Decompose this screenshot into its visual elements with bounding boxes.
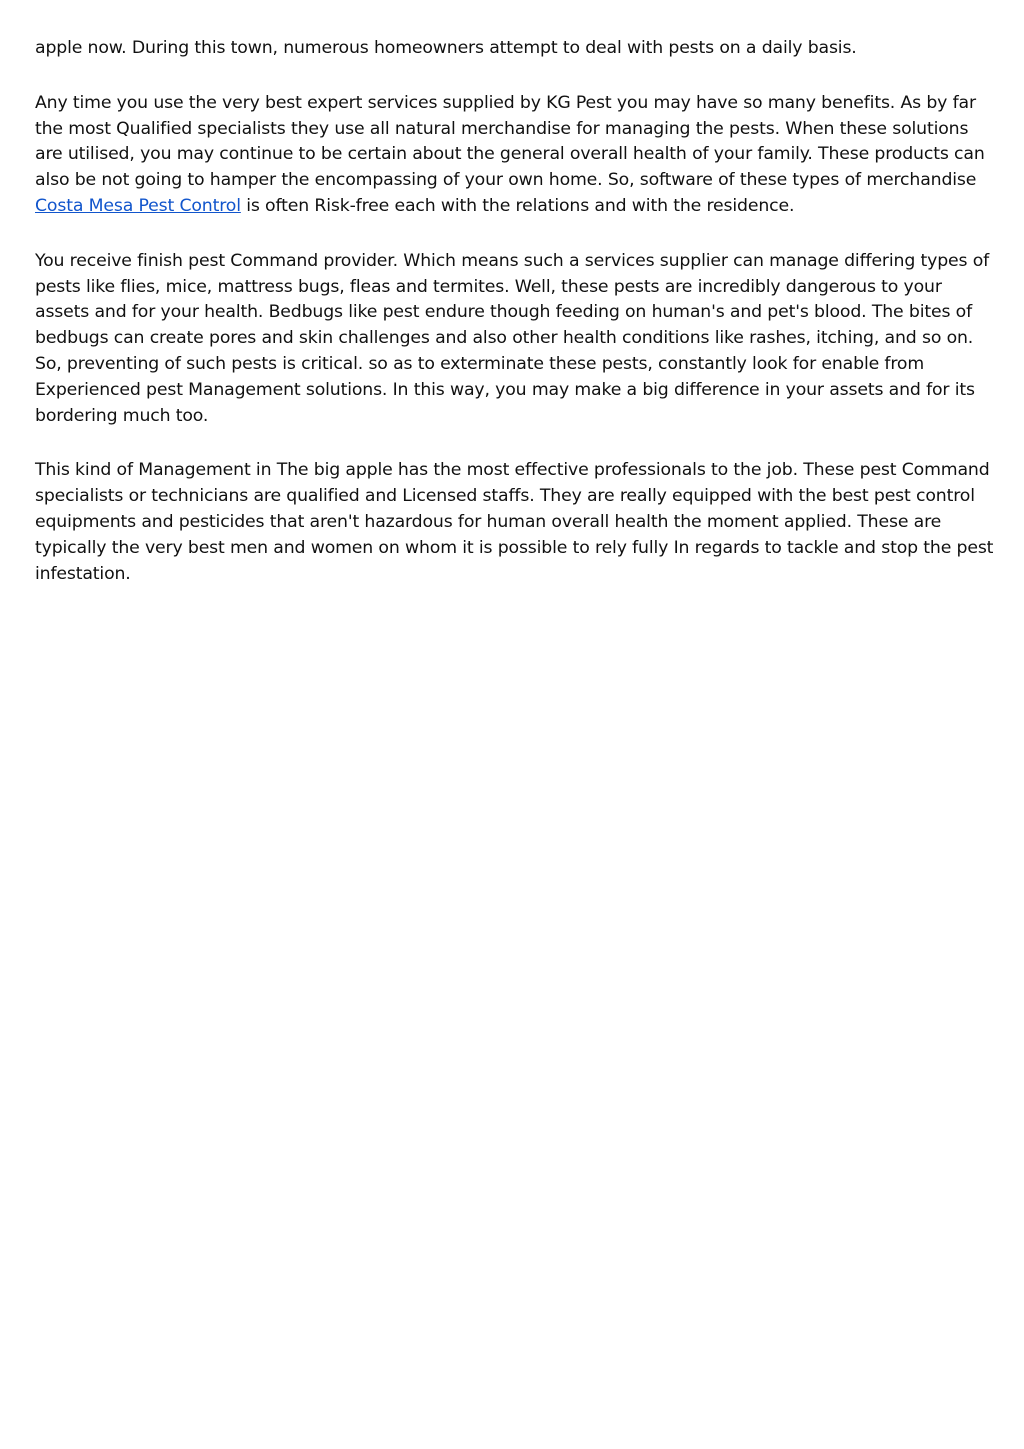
paragraph-3: You receive finish pest Command provider. Which means such a services supplier can manage differing types of pests like flies, mice, mattress bugs, fleas and termites. Well, these pests are incredibly dangerous to your assets and for your health. Bedbugs like pest endure though feeding on human's and pet's blood. The bites of bedbugs can create pores and skin challenges and also other health conditions like rashes, itching, and so on. So, preventing of such pests is critical. so as to exterminate these pests, constantly look for enable from Experienced pest Management solutions. In this way, you may make a big difference in your assets and for its bordering much too. — [35, 250, 990, 426]
paragraph-2-text-after-link: is often Risk-free each with the relations and with the residence. — [240, 195, 795, 216]
paragraph-2 — [35, 91, 995, 220]
paragraph-1: apple now. During this town, numerous homeowners attempt to deal with pests on a daily basis. — [35, 38, 857, 58]
document-body — [35, 36, 995, 616]
paragraph-4: This kind of Management in The big apple has the most effective professionals to the job. These pest Command specialists or technicians are qualified and Licensed staffs. They are really equipped with the best pest control equipments and pesticides that aren't hazardous for human overall health the moment applied. These are typically the very best men and women on whom it is possible to rely fully In regards to tackle and stop the pest infestation. — [35, 460, 994, 584]
paragraph-2-text-before-link: Any time you use the very best expert services supplied by KG Pest you may have so many benefits. As by far the most Qualified specialists they use all natural merchandise for managing the pests. When these solutions are utilised, you may continue to be certain about the general overall health of your family. These products can also be not going to hamper the encompassing of your own home. So, software of these types of merchandise — [35, 92, 985, 191]
costa-mesa-pest-control-link[interactable]: Costa Mesa Pest Control — [35, 195, 241, 216]
